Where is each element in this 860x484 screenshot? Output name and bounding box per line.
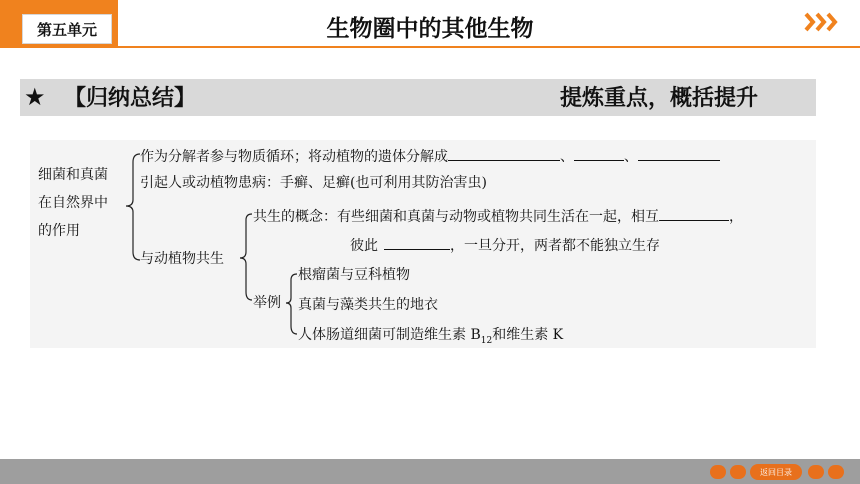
root-label-line-3: 的作用 [38, 223, 80, 239]
concept-text: 共生的概念：有些细菌和真菌与动物或植物共同生活在一起，相互 [253, 209, 659, 225]
example-item [298, 326, 563, 350]
concept-line2-prefix: 彼此 [350, 238, 378, 254]
back-to-contents-button[interactable]: 返回目录 [750, 464, 802, 480]
symbiosis-label: 与动植物共生 [140, 251, 224, 267]
examples-label: 举例 [253, 295, 281, 311]
summary-slogan: 提炼重点，概括提升 [560, 85, 759, 111]
page-title: 生物圈中的其他生物 [326, 16, 534, 42]
example-item: 根瘤菌与豆科植物 [298, 267, 410, 283]
separator: ， [729, 209, 743, 225]
example-tail: 和维生素 K [492, 327, 564, 343]
root-label-line-2: 在自然界中 [38, 195, 108, 211]
concept-row [253, 206, 743, 226]
example-text: 人体肠道细菌可制造维生素 B [298, 327, 481, 343]
unit-label: 第五单元 [22, 14, 112, 44]
answer-blank-1[interactable] [448, 146, 560, 161]
first-page-button[interactable] [710, 465, 726, 479]
answer-blank-3[interactable] [638, 146, 720, 161]
summary-title: 【归纳总结】 [64, 85, 197, 111]
answer-blank-5[interactable] [384, 235, 450, 250]
root-label-line-1: 细菌和真菌 [38, 167, 108, 183]
star-icon: ★ [24, 83, 46, 111]
next-page-button[interactable] [808, 465, 824, 479]
answer-blank-2[interactable] [574, 146, 624, 161]
vitamin-subscript: 12 [480, 335, 493, 346]
concept-row-2 [350, 235, 660, 255]
concept-line2-suffix: ，一旦分开，两者都不能独立生存 [450, 238, 660, 254]
last-page-button[interactable] [828, 465, 844, 479]
example-item: 真菌与藻类共生的地衣 [298, 297, 438, 313]
decomposer-text: 作为分解者参与物质循环；将动植物的遗体分解成 [140, 149, 448, 165]
separator: 、 [560, 149, 574, 165]
disease-row: 引起人或动植物患病：手癣、足癣(也可利用其防治害虫) [140, 175, 487, 191]
previous-page-button[interactable] [730, 465, 746, 479]
decomposer-row [140, 146, 720, 166]
answer-blank-4[interactable] [659, 206, 729, 221]
separator: 、 [624, 149, 638, 165]
